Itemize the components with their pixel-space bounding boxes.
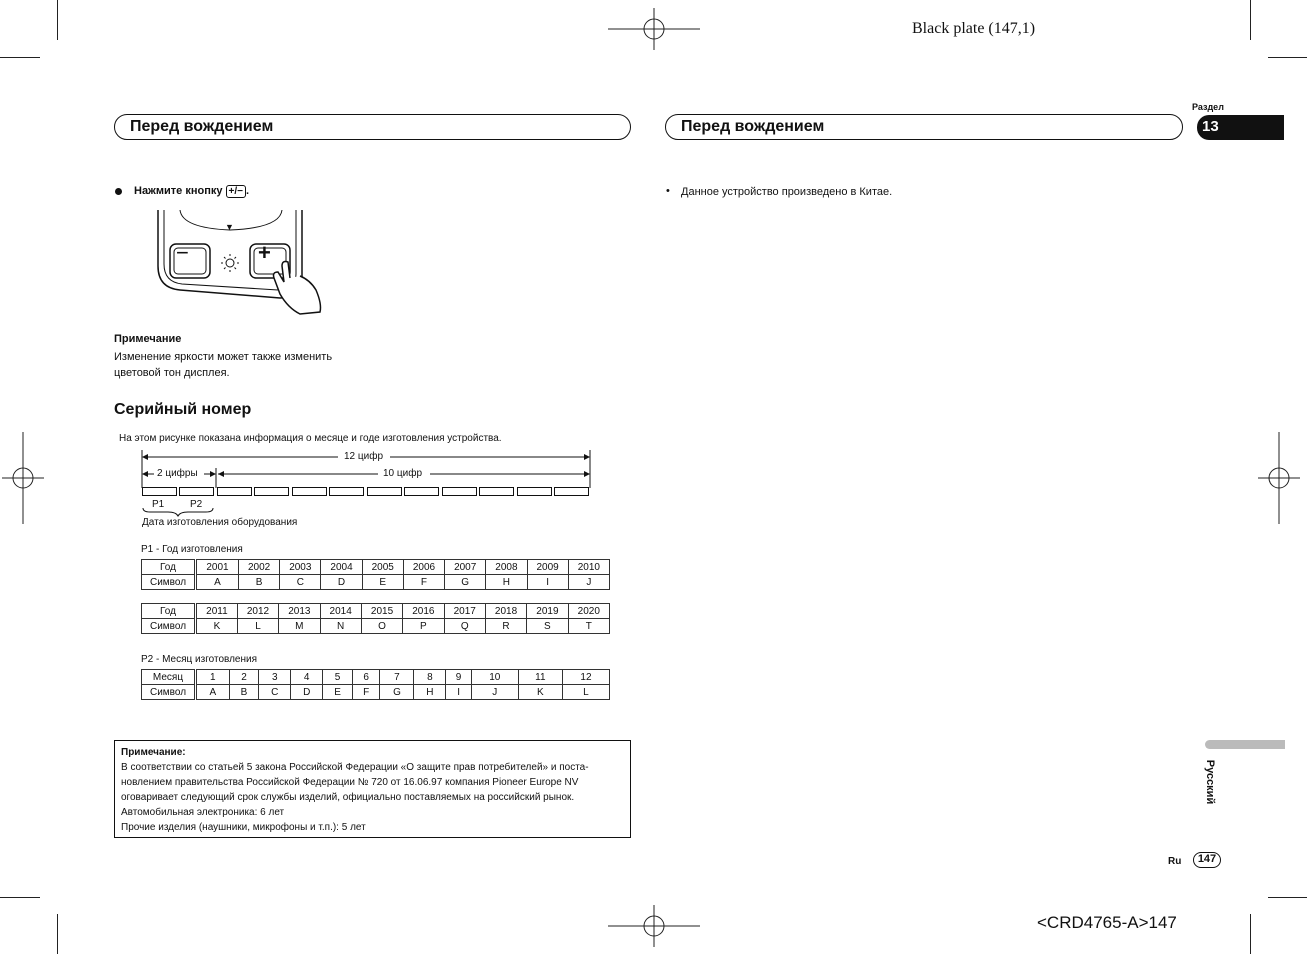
table-cell: O <box>361 619 402 634</box>
note-line: цветовой тон дисплея. <box>114 367 230 379</box>
step-text: Нажмите кнопку <box>134 185 223 197</box>
consumer-note-line: оговаривает следующий срок службы изделий, официально поставляемых на российский рынок. <box>121 792 575 803</box>
serial-box <box>517 487 552 496</box>
table-cell: 10 <box>471 670 518 685</box>
table-cell: 3 <box>259 670 291 685</box>
serial-box-p1 <box>142 487 177 496</box>
table-cell: 2015 <box>361 604 402 619</box>
year-table-1 <box>141 559 610 590</box>
table-cell: 2001 <box>196 560 239 575</box>
table-cell: R <box>485 619 526 634</box>
table-cell: 4 <box>291 670 323 685</box>
table-cell: 2020 <box>568 604 609 619</box>
table-cell: L <box>237 619 278 634</box>
serial-box <box>442 487 477 496</box>
page-lang: Ru <box>1168 856 1182 867</box>
serial-box <box>404 487 439 496</box>
table-cell: 2016 <box>403 604 444 619</box>
note-line: Изменение яркости может также изменить <box>114 351 333 363</box>
table-cell: 2004 <box>321 560 362 575</box>
table-row-label: Год <box>142 560 196 575</box>
table-row-label: Год <box>142 604 196 619</box>
table-row <box>142 575 610 590</box>
table-cell: L <box>562 685 609 700</box>
registration-mark-bottom <box>608 905 700 947</box>
registration-mark-top <box>608 8 700 50</box>
document-code: <CRD4765-A>147 <box>1037 913 1177 932</box>
p1-label: P1 <box>152 499 165 510</box>
table-cell: F <box>352 685 380 700</box>
language-tab-bar <box>1205 740 1285 749</box>
table-row-label: Символ <box>142 619 196 634</box>
table-cell: K <box>518 685 562 700</box>
down-arrow-label: ▼ <box>225 222 234 232</box>
p2-label: P2 <box>190 499 203 510</box>
table-cell: 2010 <box>568 560 609 575</box>
two-digits-label: 2 цифры <box>157 468 198 479</box>
table-cell: 2019 <box>527 604 568 619</box>
table-cell: H <box>414 685 446 700</box>
table-row <box>142 670 610 685</box>
plate-label: Black plate (147,1) <box>912 20 1036 37</box>
manufacture-date-label: Дата изготовления оборудования <box>142 517 298 528</box>
right-bullet-icon: • <box>666 185 670 197</box>
table-row <box>142 685 610 700</box>
table-cell: M <box>279 619 320 634</box>
table-cell: 2007 <box>445 560 486 575</box>
serial-box-p2 <box>179 487 214 496</box>
note-body <box>114 349 332 381</box>
consumer-note-title: Примечание: <box>121 747 186 758</box>
serial-box <box>367 487 402 496</box>
table-row <box>142 560 610 575</box>
section-label: Раздел <box>1192 102 1224 112</box>
table-cell: 2009 <box>527 560 568 575</box>
bullet-icon <box>115 188 122 195</box>
table-cell: A <box>196 685 230 700</box>
table-cell: E <box>323 685 353 700</box>
table-cell: J <box>471 685 518 700</box>
table-cell: A <box>196 575 239 590</box>
table-cell: C <box>259 685 291 700</box>
table-cell: 2012 <box>237 604 278 619</box>
section-number: 13 <box>1202 118 1219 135</box>
table-cell: 2002 <box>238 560 279 575</box>
month-table-title: P2 - Месяц изготовления <box>141 654 258 665</box>
table-cell: 2014 <box>320 604 361 619</box>
registration-mark-left <box>2 432 44 524</box>
consumer-note-line: В соответствии со статьей 5 закона Российской Федерации «О защите прав потребителей» и поста- <box>121 762 589 773</box>
table-cell: 6 <box>352 670 380 685</box>
table-cell: 5 <box>323 670 353 685</box>
serial-box <box>329 487 364 496</box>
table-cell: Q <box>444 619 485 634</box>
right-bullet-text: Данное устройство произведено в Китае. <box>681 186 893 198</box>
table-cell: 8 <box>414 670 446 685</box>
table-cell: N <box>320 619 361 634</box>
table-cell: 2011 <box>196 604 238 619</box>
language-tab-label: Русский <box>1204 759 1216 805</box>
ten-digits-label: 10 цифр <box>383 468 423 479</box>
month-table <box>141 669 610 700</box>
page-number: 147 <box>1193 852 1221 868</box>
step-end: . <box>246 185 250 197</box>
table-row <box>142 604 610 619</box>
serial-box <box>479 487 514 496</box>
table-cell: S <box>527 619 568 634</box>
table-cell: P <box>403 619 444 634</box>
table-cell: 2008 <box>486 560 527 575</box>
minus-button-label: − <box>176 240 189 265</box>
table-cell: G <box>380 685 414 700</box>
table-cell: 2017 <box>444 604 485 619</box>
year-table-2 <box>141 603 610 634</box>
device-illustration <box>150 208 330 323</box>
table-cell: J <box>568 575 609 590</box>
table-cell: C <box>280 575 321 590</box>
header-right: Перед вождением <box>665 114 1183 140</box>
header-left: Перед вождением <box>114 114 631 140</box>
registration-mark-right <box>1258 432 1300 524</box>
table-row-label: Символ <box>142 685 196 700</box>
table-cell: 7 <box>380 670 414 685</box>
table-cell: B <box>238 575 279 590</box>
table-cell: K <box>196 619 238 634</box>
table-cell: E <box>362 575 403 590</box>
table-cell: T <box>568 619 609 634</box>
table-cell: 1 <box>196 670 230 685</box>
table-cell: 2006 <box>403 560 444 575</box>
serial-box <box>554 487 589 496</box>
button-symbols: +/− <box>226 185 246 198</box>
consumer-note-line: новлением правительства Российской Федерации № 720 от 16.06.97 компания Pioneer Europe NV <box>121 777 579 788</box>
table-cell: D <box>321 575 362 590</box>
table-cell: 2013 <box>279 604 320 619</box>
table-cell: I <box>446 685 471 700</box>
table-cell: G <box>445 575 486 590</box>
total-digits-label: 12 цифр <box>344 451 384 462</box>
table-cell: 9 <box>446 670 471 685</box>
table-cell: F <box>403 575 444 590</box>
consumer-note-box <box>114 740 631 838</box>
serial-title: Серийный номер <box>114 401 252 418</box>
serial-description: На этом рисунке показана информация о месяце и годе изготовления устройства. <box>119 433 502 444</box>
table-cell: 2003 <box>280 560 321 575</box>
table-cell: 11 <box>518 670 562 685</box>
table-cell: 2 <box>229 670 259 685</box>
note-title: Примечание <box>114 333 182 345</box>
table-cell: 2018 <box>485 604 526 619</box>
table-row-label: Месяц <box>142 670 196 685</box>
table-cell: 12 <box>562 670 609 685</box>
table-cell: I <box>527 575 568 590</box>
consumer-note-line: Прочие изделия (наушники, микрофоны и т.п.): 5 лет <box>121 822 366 833</box>
table-cell: H <box>486 575 527 590</box>
table-cell: D <box>291 685 323 700</box>
serial-box <box>292 487 327 496</box>
consumer-note-line: Автомобильная электроника: 6 лет <box>121 807 285 818</box>
table-row-label: Символ <box>142 575 196 590</box>
serial-box <box>254 487 289 496</box>
table-cell: 2005 <box>362 560 403 575</box>
step-instruction <box>134 185 249 197</box>
table-row <box>142 619 610 634</box>
serial-box <box>217 487 252 496</box>
plus-button-label: + <box>258 240 271 265</box>
table-cell: B <box>229 685 259 700</box>
year-table-title: P1 - Год изготовления <box>141 544 243 555</box>
